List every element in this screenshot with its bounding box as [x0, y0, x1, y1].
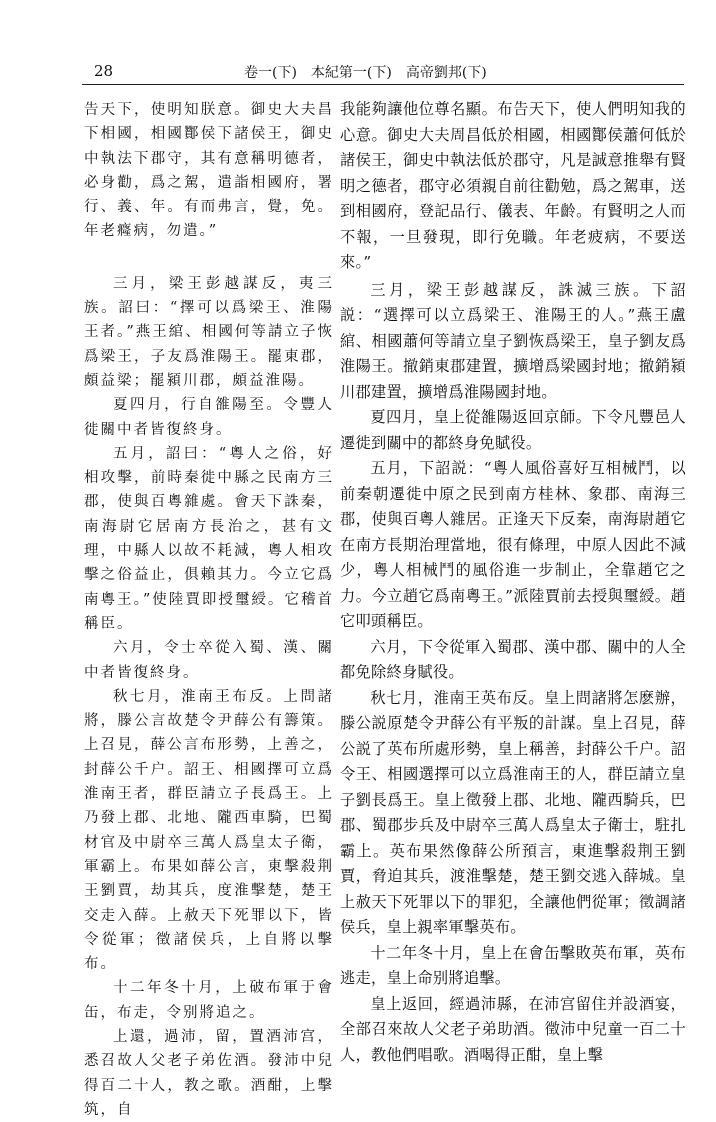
paragraph: 三月，梁王彭越謀反，夷三族。詔曰：“擇可以爲梁王、淮陽王者。”燕王綰、相國何等請立子恢爲梁王，子友爲淮陽王。罷東郡，頗益梁；罷潁川郡，頗益淮陽。: [84, 275, 334, 389]
paragraph: 六月，令士卒從入蜀、漢、關中者皆復終身。: [84, 640, 334, 681]
paragraph: 秋七月，淮南王布反。上問諸將，滕公言故楚令尹薛公有籌策。上召見，薛公言布形勢，上善之，封薛公千户。詔王、相國擇可立爲淮南王者，群臣請立子長爲王。上乃發上郡、北地、隴西車騎，巴蜀材官及中尉卒三萬人爲皇太子衛，軍霸上。布果如薛公言，東擊殺荆王劉賈，劫其兵，度淮擊楚，楚王交走入薛。上赦天下死罪以下，皆令從軍；徵諸侯兵，上自將以擊布。: [84, 688, 334, 973]
classical-text-column: [84, 98, 334, 1118]
page-number: 28: [94, 62, 114, 80]
paragraph: 五月，詔曰：“粵人之俗，好相攻擊，前時秦徙中縣之民南方三郡，使與百粵雜處。會天下誅秦，南海尉它居南方長治之，甚有文理，中縣人以故不耗減，粵人相攻擊之俗益止，俱賴其力。今立它爲南粵王。”使陸賈即授璽綬。它稽首稱臣。: [84, 445, 334, 632]
paragraph: 夏四月，皇上從雒陽返回京師。下令凡豐邑人遷徙到關中的都終身免賦役。: [340, 408, 686, 452]
paragraph: 五月，下詔説：“粵人風俗喜好互相械鬥，以前秦朝遷徙中原之民到南方桂林、象郡、南海三郡，使與百粵人雜居。正逢天下反秦，南海尉趙它在南方長期治理當地，很有條理，中原人因此不減少，粵人相械鬥的風俗進一步制止，全靠趙它之力。今立趙它爲南粵王。”派陸賈前去授與璽綬。趙它叩頭稱臣。: [340, 459, 686, 630]
paragraph: 十二年冬十月，上破布軍于會缶，布走，令别將追之。: [84, 980, 334, 1021]
paragraph: 夏四月，行自雒陽至。令豐人徙關中者皆復終身。: [84, 397, 334, 438]
paragraph: 六月，下令從軍入蜀郡、漢中郡、關中的人全都免除終身賦役。: [340, 637, 686, 681]
paragraph: 三月，梁王彭越謀反，誅滅三族。下詔説：“選擇可以立爲梁王、淮陽王的人。”燕王盧綰、相國蕭何等請立皇子劉恢爲梁王，皇子劉友爲淮陽王。撤銷東郡建置，擴增爲梁國封地；撤銷潁川郡建置，擴增爲淮陽國封地。: [340, 280, 686, 401]
paragraph-gap: [84, 244, 334, 272]
paragraph: 十二年冬十月，皇上在會缶擊敗英布軍，英布逃走，皇上命别將追擊。: [340, 943, 686, 987]
paragraph: 上還，過沛，留，置酒沛宫，悉召故人父老子弟佐酒。發沛中兒得百二十人，教之歌。酒酣，上擊筑，自: [84, 1028, 334, 1118]
running-header: 卷一(下) 本紀第一(下) 高帝劉邦(下): [244, 65, 487, 81]
translation-column: [340, 97, 686, 1064]
paragraph: 秋七月，淮南王英布反。皇上問諸將怎麽辦，滕公説原楚令尹薛公有平叛的計謀。皇上召見，薛公説了英布所處形勢，皇上稱善，封薛公千户。詔令王、相國選擇可以立爲淮南王的人，群臣請立皇子劉長爲王。皇上徵發上郡、北地、隴西騎兵，巴郡、蜀郡步兵及中尉卒三萬人爲皇太子衛士，駐扎霸上。英布果然像薛公所預言，東進擊殺荆王劉賈，脅迫其兵，渡淮擊楚，楚王劉交逃入薛城。皇上赦天下死罪以下的罪犯，全讓他們從軍；徵調諸侯兵，皇上親率軍擊英布。: [340, 688, 686, 936]
paragraph: 皇上返回，經過沛縣，在沛宫留住并設酒宴，全部召來故人父老子弟助酒。徵沛中兒童一百二十人，教他們唱歌。酒喝得正酣，皇上擊: [340, 994, 686, 1064]
paragraph: 告天下，使明知朕意。御史大夫昌下相國，相國酇侯下諸侯王，御史中執法下郡守，其有意稱明德者，必身勸，爲之駕，遣詣相國府，署行、義、年。有而弗言，覺，免。年老癃病，勿遣。”: [84, 102, 334, 240]
header-rule: [82, 84, 684, 85]
paragraph: 我能夠讓他位尊名顯。布告天下，使人們明知我的心意。御史大夫周昌低於相國，相國酇侯蕭何低於諸侯王，御史中執法低於郡守，凡是誠意推舉有賢明之德者，郡守必須親自前往勸勉，爲之駕車，送到相國府，登記品行、儀表、年齡。有賢明之人而不報，一旦發現，即行免職。年老疲病，不要送來。”: [340, 100, 686, 271]
